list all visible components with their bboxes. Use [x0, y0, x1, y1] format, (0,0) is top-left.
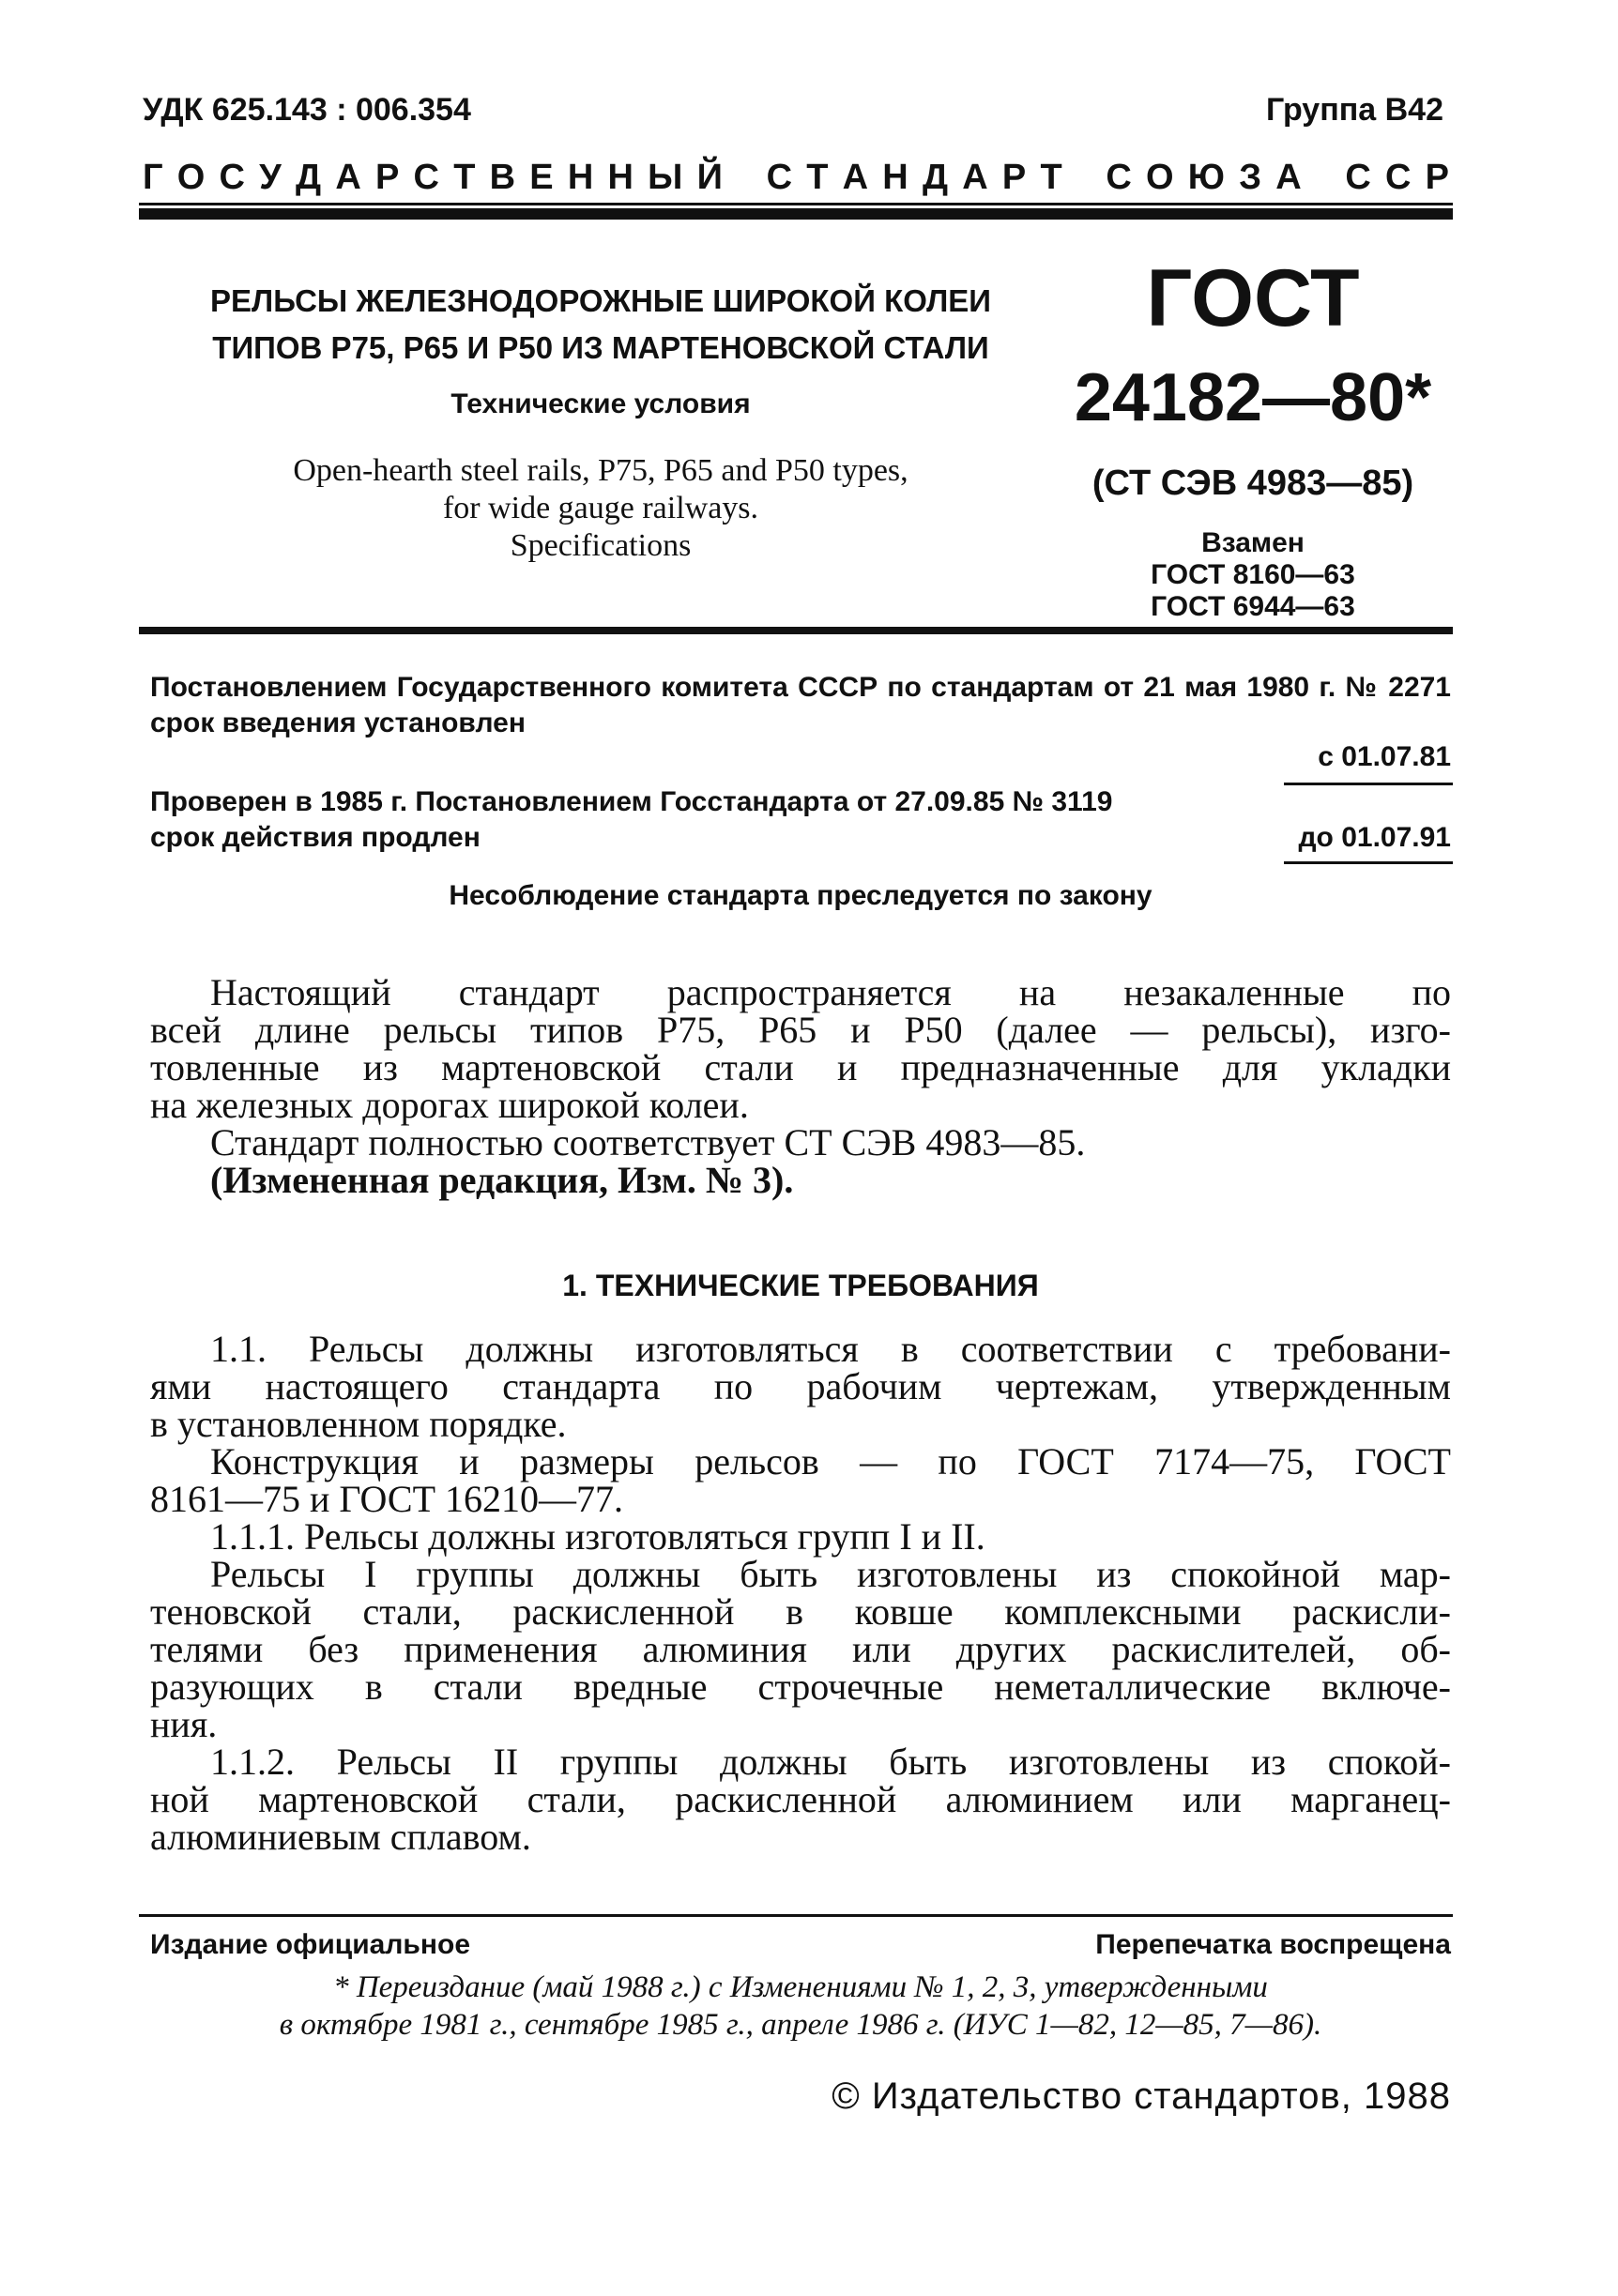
text-line: на железных дорогах широкой колеи. [150, 1084, 749, 1126]
replaces-label: Взамен [1201, 527, 1305, 558]
banner-word: Г О С У Д А Р С Т В Е Н Н Ы Й [143, 158, 723, 197]
text-line: теновской стали, раскисленной в ковше комплексными раскисли- [150, 1590, 1451, 1633]
legal-notice: Несоблюдение стандарта преследуется по закону [449, 880, 1152, 911]
official-edition-label: Издание официальное [150, 1929, 471, 1960]
text-line: разующих в стали вредные строчечные неметаллические включе- [150, 1665, 1451, 1708]
text-line: 1.1. Рельсы должны изготовляться в соответствии с требовани- [210, 1328, 1451, 1370]
review-text-line-1: Проверен в 1985 г. Постановлением Госстандарта от 27.09.85 № 3119 [150, 786, 1113, 817]
text-line: 1.1.2. Рельсы II группы должны быть изготовлены из спокой- [210, 1741, 1451, 1783]
group-code: Группа В42 [1265, 92, 1443, 128]
title-divider [139, 627, 1453, 634]
replaces-gost-1: ГОСТ 8160—63 [1151, 559, 1355, 590]
gost-word: ГОСТ [1146, 253, 1360, 343]
section-title: 1. ТЕХНИЧЕСКИЕ ТРЕБОВАНИЯ [562, 1269, 1039, 1302]
intro-paragraph [150, 971, 1451, 1201]
footnote [150, 1969, 1451, 2044]
text-line: 8161—75 и ГОСТ 16210—77. [150, 1478, 624, 1520]
title-block [150, 278, 1051, 565]
text-line: ной мартеновской стали, раскисленной алюминием или марганец- [150, 1778, 1451, 1820]
header-thick-rule [139, 208, 1453, 220]
text-line: всей длине рельсы типов Р75, Р65 и Р50 (далее — рельсы), изго- [150, 1009, 1451, 1051]
english-title-line-1: Open-hearth steel rails, P75, P65 and P50 types, [293, 453, 908, 488]
banner-word: С О Ю З А [1106, 158, 1302, 197]
replaces-block [1051, 527, 1455, 623]
footer-rule [139, 1914, 1453, 1917]
gost-designation [1051, 251, 1455, 623]
amendment-note: (Измененная редакция, Изм. № 3). [210, 1159, 794, 1201]
footnote-line-2: в октябре 1981 г., сентябре 1985 г., апреле 1986 г. (ИУС 1—82, 12—85, 7—86). [279, 2008, 1322, 2042]
reprint-prohibited-label: Перепечатка воспрещена [1095, 1929, 1451, 1960]
extended-date-underline [1284, 861, 1453, 864]
english-title [150, 452, 1051, 565]
english-title-line-2: for wide gauge railways. [442, 491, 759, 525]
banner-word: С Т А Н Д А Р Т [766, 158, 1062, 197]
text-line: 1.1.1. Рельсы должны изготовляться групп I и II. [210, 1515, 985, 1558]
header-thin-rule [139, 203, 1453, 205]
text-line: ями настоящего стандарта по рабочим чертежам, утвержденным [150, 1365, 1451, 1407]
text-line: товленные из мартеновской стали и предназначенные для укладки [150, 1046, 1451, 1088]
state-standard-banner [143, 158, 1449, 198]
effective-date-underline [1284, 783, 1453, 785]
copyright: © Издательство стандартов, 1988 [832, 2076, 1451, 2117]
text-line: ния. [150, 1703, 218, 1745]
title-line-1: РЕЛЬСЫ ЖЕЛЕЗНОДОРОЖНЫЕ ШИРОКОЙ КОЛЕИ [210, 283, 991, 318]
decree-text: Постановлением Государственного комитета СССР по стандартам от 21 мая 1980 г. № 2271 срок введения установлен [150, 672, 1451, 738]
text-line: Рельсы I группы должны быть изготовлены из спокойной мар- [210, 1553, 1451, 1595]
english-title-line-3: Specifications [510, 528, 692, 563]
sev-reference: (СТ СЭВ 4983—85) [1091, 464, 1414, 503]
udk-code: УДК 625.143 : 006.354 [143, 92, 471, 128]
text-line: в установленном порядке. [150, 1403, 567, 1445]
gost-number: 24182—80* [1074, 360, 1432, 435]
effective-date: с 01.07.81 [1318, 741, 1451, 772]
text-line: алюминиевым сплавом. [150, 1816, 531, 1858]
text-line: Стандарт полностью соответствует СТ СЭВ 4983—85. [210, 1121, 1086, 1163]
text-line: Конструкция и размеры рельсов — по ГОСТ 7174—75, ГОСТ [210, 1440, 1451, 1483]
extended-date: до 01.07.91 [1298, 822, 1451, 853]
review-text-line-2: срок действия продлен [150, 822, 481, 853]
subtitle: Технические условия [450, 388, 751, 419]
replaces-gost-2: ГОСТ 6944—63 [1151, 591, 1355, 622]
text-line: телями без применения алюминия или других раскислителей, об- [150, 1628, 1451, 1670]
text-line: Настоящий стандарт распространяется на незакаленные по [210, 971, 1451, 1013]
title-line-2: ТИПОВ Р75, Р65 И Р50 ИЗ МАРТЕНОВСКОЙ СТАЛИ [212, 330, 989, 365]
banner-word: С С Р [1345, 158, 1449, 197]
footnote-line-1: * Переиздание (май 1988 г.) с Изменениями № 1, 2, 3, утвержденными [333, 1970, 1268, 2004]
section-1-body [150, 1330, 1451, 1856]
